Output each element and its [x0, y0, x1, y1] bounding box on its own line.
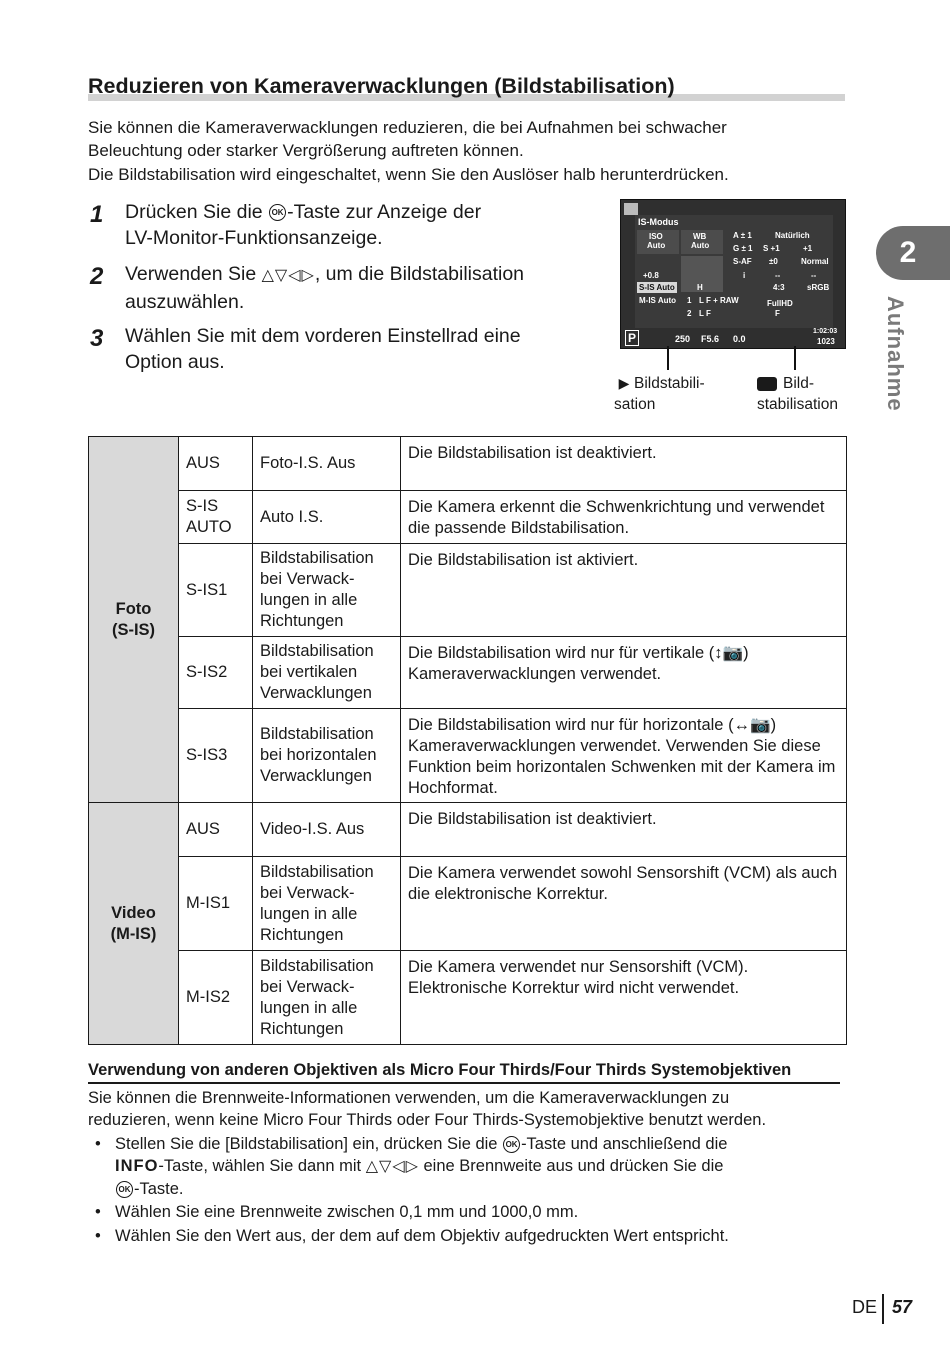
bullet-1-text-d: eine Brennweite aus und drücken Sie die: [418, 1157, 724, 1175]
lcd-gradation: Normal: [801, 257, 829, 266]
lcd-saturation: ±0: [769, 257, 778, 266]
lcd-empty-b: --: [811, 271, 817, 280]
intro-line-2: Beleuchtung oder starker Vergrößerung auftreten können.: [88, 141, 524, 160]
caption-photo-line-1: Bild-: [783, 375, 815, 392]
table-row: [89, 803, 847, 857]
lcd-color-space: sRGB: [807, 283, 830, 292]
lcd-shot-count: 1023: [817, 337, 835, 346]
lcd-exposure: 0.0: [733, 334, 746, 344]
video-camera-icon: ▶︎: [618, 375, 630, 391]
mode-name: Bildstabilisation bei Verwack- lungen in alle Richtungen: [253, 544, 401, 637]
mode-description: Die Bildstabilisation wird nur für horizontale (↔📷) Kameraverwacklungen verwendet. Verwenden Sie diese Funktion beim horizontalen Schwenken mit der Kamera im Hochformat.: [401, 709, 847, 803]
mode-code: S-IS1: [179, 544, 253, 637]
table-row: [89, 951, 847, 1045]
mode-code: AUS: [179, 437, 253, 491]
lcd-header: IS-Modus: [638, 217, 679, 227]
footer-separator: [882, 1294, 884, 1324]
bullet-dot: •: [95, 1227, 101, 1245]
table-row: [89, 544, 847, 637]
lcd-drive: H: [697, 283, 703, 292]
bullet-1: [115, 1133, 727, 1200]
mode-code: S-IS AUTO: [179, 491, 253, 544]
lcd-iso-label: ISO: [649, 232, 663, 241]
bullet-1-text-b: -Taste und anschließend die: [521, 1135, 728, 1153]
lcd-wb-label: WB: [693, 232, 707, 241]
mode-description: Die Kamera verwendet nur Sensorshift (VCM). Elektronische Korrektur wird nicht verwendet.: [401, 951, 847, 1045]
lcd-movie-frame: F: [775, 309, 780, 318]
step-1-text-b: -Taste zur Anzeige der: [287, 201, 482, 223]
camera-lcd-illustration: [620, 199, 846, 349]
mode-name: Foto-I.S. Aus: [253, 437, 401, 491]
step-1-text-a: Drücken Sie die: [125, 201, 269, 223]
lcd-slot-2: 2: [687, 309, 692, 318]
mode-name: Auto I.S.: [253, 491, 401, 544]
step-2-text-a: Verwenden Sie: [125, 263, 262, 285]
ok-button-icon: OK: [116, 1181, 133, 1198]
lcd-slot-1: 1: [687, 296, 692, 305]
step-1-text: [125, 199, 481, 251]
step-2-text-b: , um die Bildstabilisation: [314, 263, 525, 285]
mode-code: S-IS2: [179, 637, 253, 709]
mode-code: S-IS3: [179, 709, 253, 803]
section-heading: Verwendung von anderen Objektiven als Micro Four Thirds/Four Thirds Systemobjektiven: [88, 1061, 792, 1079]
group-photo-label-2: (S-IS): [111, 620, 156, 639]
section-para-line-1: Sie können die Brennweite-Informationen verwenden, um die Kameraverwacklungen zu: [88, 1089, 730, 1107]
bullet-1-text-c: -Taste, wählen Sie dann mit: [158, 1157, 366, 1175]
page-title: Reduzieren von Kameraverwacklungen (Bildstabilisation): [88, 74, 675, 98]
group-photo: [89, 437, 179, 803]
caption-video-is: [614, 373, 705, 415]
lcd-wb-shift-a: A ± 1: [733, 231, 752, 240]
lcd-picture-mode: Natürlich: [775, 231, 810, 240]
lcd-wb-value: Auto: [691, 241, 710, 250]
caption-video-line-2: sation: [614, 396, 656, 413]
ok-button-icon: OK: [503, 1136, 520, 1153]
pointer-line-photo: [794, 346, 796, 370]
bullet-3: Wählen Sie den Wert aus, der dem auf dem Objektiv aufgedruckten Wert entspricht.: [115, 1227, 729, 1245]
group-video: [89, 803, 179, 1045]
mode-description: Die Kamera erkennt die Schwenkrichtung und verwendet die passende Bildstabilisation.: [401, 491, 847, 544]
ok-button-icon: OK: [269, 204, 286, 221]
lcd-iso-value: Auto: [647, 241, 666, 250]
step-1-text-c: LV-Monitor-Funktionsanzeige.: [125, 227, 383, 249]
lcd-flash-comp: +0.8: [643, 271, 659, 280]
table-row: [89, 857, 847, 951]
group-photo-label-1: Foto: [115, 599, 152, 618]
lcd-record-time: 1:02:03: [813, 328, 838, 335]
lcd-metering: i: [743, 271, 746, 280]
is-mode-table: [88, 436, 847, 1045]
mode-description: Die Bildstabilisation ist aktiviert.: [401, 544, 847, 637]
group-video-label-2: (M-IS): [110, 924, 157, 943]
caption-photo-line-2: stabilisation: [757, 396, 838, 413]
intro-line-3: Die Bildstabilisation wird eingeschaltet, wenn Sie den Auslöser halb herunterdrücken.: [88, 165, 729, 184]
table-row: [89, 709, 847, 803]
caption-photo-is: [757, 373, 838, 415]
mode-code: AUS: [179, 803, 253, 857]
lens-icon: [624, 203, 638, 215]
intro-line-1: Sie können die Kameraverwacklungen reduzieren, die bei Aufnahmen bei schwacher: [88, 118, 727, 137]
mode-description: Die Bildstabilisation ist deaktiviert.: [401, 803, 847, 857]
section-para-line-2: reduzieren, wenn keine Micro Four Thirds oder Four Thirds-Systemobjektive benutzt werden.: [88, 1111, 767, 1129]
lcd-quality-2: L F: [699, 309, 711, 318]
chapter-number: 2: [899, 236, 917, 269]
mode-description: Die Bildstabilisation ist deaktiviert.: [401, 437, 847, 491]
direction-arrows-icon: △▽◁▷: [365, 1158, 419, 1175]
step-1-number: 1: [90, 201, 104, 228]
lcd-empty-a: --: [775, 271, 781, 280]
pointer-line-video: [667, 346, 669, 370]
page-number: 57: [892, 1297, 913, 1317]
lcd-aspect: 4:3: [773, 283, 785, 292]
bullet-dot: •: [95, 1203, 101, 1221]
lcd-super-control-panel: [635, 215, 833, 328]
camera-icon: [757, 377, 777, 391]
lcd-sharpness: S +1: [763, 244, 780, 253]
step-3-text-b: Option aus.: [125, 351, 225, 373]
step-2-number: 2: [90, 263, 104, 290]
step-3-text: [125, 323, 521, 375]
section-heading-rule: [88, 1082, 840, 1084]
table-row: [89, 637, 847, 709]
lcd-aperture: F5.6: [701, 334, 720, 344]
lcd-shutter: 250: [675, 334, 691, 344]
mode-description: Die Bildstabilisation wird nur für vertikale (↕📷) Kameraverwacklungen verwendet.: [401, 637, 847, 709]
direction-arrows-icon: △▽◁▷: [261, 267, 315, 284]
lcd-shooting-mode: P: [625, 330, 639, 346]
step-2-text-c: auszuwählen.: [125, 291, 245, 313]
mode-name: Bildstabilisation bei vertikalen Verwacklungen: [253, 637, 401, 709]
mode-code: M-IS2: [179, 951, 253, 1045]
table-row: [89, 491, 847, 544]
step-3-number: 3: [90, 325, 104, 352]
table-row: [89, 437, 847, 491]
mode-name: Bildstabilisation bei Verwack- lungen in alle Richtungen: [253, 857, 401, 951]
info-button-label: INFO: [115, 1157, 159, 1175]
lcd-movie-is: M-IS Auto: [639, 296, 677, 305]
step-2-text: [125, 261, 524, 315]
footer-language: DE: [852, 1297, 878, 1317]
bullet-1-text-a: Stellen Sie die [Bildstabilisation] ein, drücken Sie die: [115, 1135, 503, 1153]
lcd-movie-quality: FullHD: [767, 299, 793, 308]
group-video-label-1: Video: [111, 903, 156, 922]
mode-name: Bildstabilisation bei Verwack- lungen in alle Richtungen: [253, 951, 401, 1045]
bullet-dot: •: [95, 1135, 101, 1153]
lcd-wb-shift-g: G ± 1: [733, 244, 753, 253]
lcd-contrast: +1: [803, 244, 813, 253]
lcd-photo-is: S-IS Auto: [639, 283, 675, 292]
step-3-text-a: Wählen Sie mit dem vorderen Einstellrad eine: [125, 325, 521, 347]
mode-description: Die Kamera verwendet sowohl Sensorshift (VCM) als auch die elektronische Korrektur.: [401, 857, 847, 951]
caption-video-line-1: Bildstabili-: [634, 375, 705, 392]
mode-name: Bildstabilisation bei horizontalen Verwacklungen: [253, 709, 401, 803]
lcd-quality-1: L F + RAW: [699, 296, 739, 305]
chapter-label: Aufnahme: [883, 296, 908, 412]
bullet-1-text-e: -Taste.: [134, 1180, 184, 1198]
mode-name: Video-I.S. Aus: [253, 803, 401, 857]
lcd-af-mode: S-AF: [733, 257, 752, 266]
bullet-2: Wählen Sie eine Brennweite zwischen 0,1 mm und 1000,0 mm.: [115, 1203, 579, 1221]
mode-code: M-IS1: [179, 857, 253, 951]
